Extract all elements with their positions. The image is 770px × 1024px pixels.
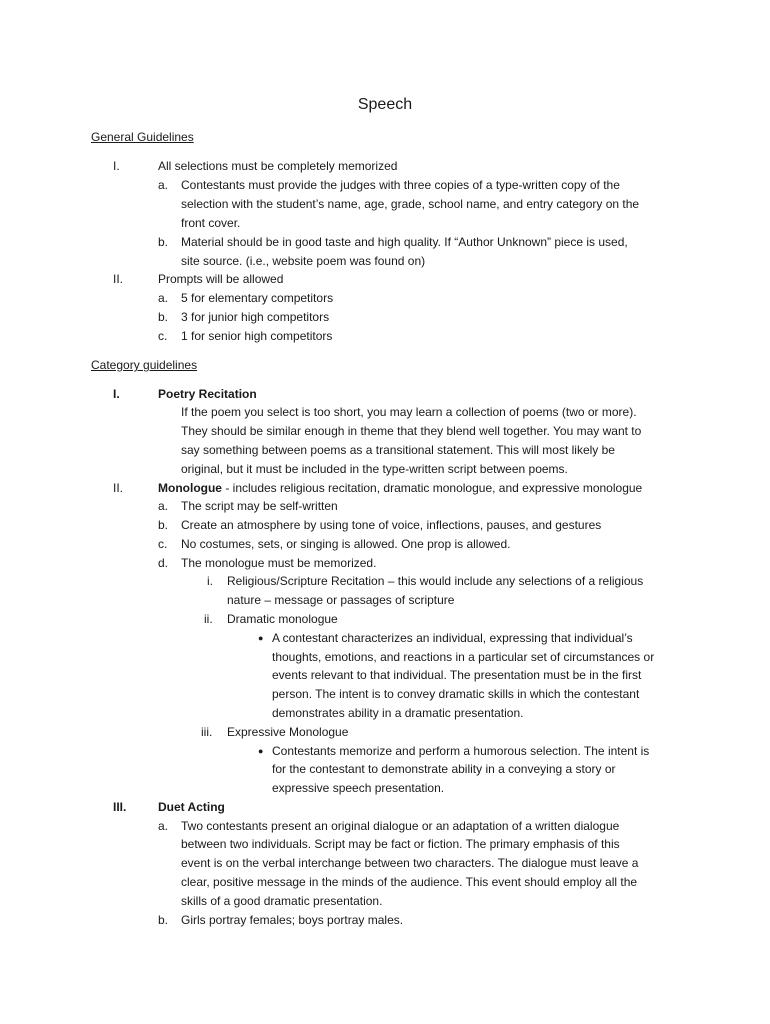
- monologue-item-d: The monologue must be memorized.: [181, 556, 377, 570]
- duet-a-line: Two contestants present an original dialogue or an adaptation of a written dialogue: [181, 819, 620, 833]
- bullet-icon: ●: [258, 633, 264, 643]
- poetry-line: original, but it must be included in the type-written script between poems.: [181, 462, 568, 476]
- poetry-numeral: I.: [113, 387, 120, 401]
- category-guidelines-heading: Category guidelines: [91, 358, 198, 372]
- roman-ii-line: Dramatic monologue: [227, 612, 338, 626]
- monologue-letter-d: d.: [158, 556, 169, 570]
- general-2b-line: 3 for junior high competitors: [181, 310, 330, 324]
- general-2-letter-b: b.: [158, 310, 169, 324]
- roman-numeral-ii: ii.: [204, 612, 213, 626]
- poetry-title: Poetry Recitation: [158, 387, 257, 401]
- general-1b-line: Material should be in good taste and high quality. If “Author Unknown” piece is used,: [181, 235, 628, 249]
- general-1-letter-b: b.: [158, 235, 169, 249]
- monologue-title: Monologue: [158, 481, 222, 495]
- duet-a-line: event is on the verbal interchange between two characters. The dialogue must leave a: [181, 856, 639, 870]
- monologue-item-b: Create an atmosphere by using tone of voice, inflections, pauses, and gestures: [181, 518, 602, 532]
- roman-numeral-i: i.: [207, 574, 213, 588]
- general-2c-line: 1 for senior high competitors: [181, 329, 333, 343]
- duet-a-line: clear, positive message in the minds of the audience. This event should employ all the: [181, 875, 638, 889]
- general-1-letter-a: a.: [158, 178, 169, 192]
- general-item-1: All selections must be completely memorized: [158, 159, 398, 173]
- roman-i-line: Religious/Scripture Recitation – this would include any selections of a religious: [227, 574, 644, 588]
- roman-iii-line: Expressive Monologue: [227, 725, 349, 739]
- roman-numeral-iii: iii.: [201, 725, 213, 739]
- expressive-bullet-line: expressive speech presentation.: [272, 781, 445, 795]
- bullet-icon: ●: [258, 746, 264, 756]
- duet-a-line: skills of a good dramatic presentation.: [181, 894, 383, 908]
- monologue-numeral: II.: [113, 481, 124, 495]
- page-title: Speech: [357, 96, 413, 113]
- monologue-letter-b: b.: [158, 518, 169, 532]
- general-2-letter-a: a.: [158, 291, 169, 305]
- general-numeral-2: II.: [113, 272, 124, 286]
- roman-i-line: nature – message or passages of scripture: [227, 593, 455, 607]
- poetry-line: They should be similar enough in theme that they blend well together. You may want to: [181, 424, 642, 438]
- dramatic-bullet-line: person. The intent is to convey dramatic skills in which the contestant: [272, 687, 640, 701]
- general-2-letter-c: c.: [158, 329, 168, 343]
- general-guidelines-heading: General Guidelines: [91, 130, 194, 144]
- general-2a-line: 5 for elementary competitors: [181, 291, 334, 305]
- monologue-description: - includes religious recitation, dramatic monologue, and expressive monologue: [221, 481, 643, 495]
- monologue-item-a: The script may be self-written: [181, 499, 338, 513]
- general-1b-line: site source. (i.e., website poem was found on): [181, 254, 426, 268]
- duet-numeral: III.: [113, 800, 127, 814]
- dramatic-bullet-line: thoughts, emotions, and reactions in a particular set of circumstances or: [272, 650, 655, 664]
- monologue-letter-c: c.: [158, 537, 168, 551]
- duet-letter-b: b.: [158, 913, 169, 927]
- duet-b-line: Girls portray females; boys portray males.: [181, 913, 404, 927]
- dramatic-bullet-line: demonstrates ability in a dramatic presentation.: [272, 706, 524, 720]
- monologue-letter-a: a.: [158, 499, 169, 513]
- poetry-line: say something between poems as a transitional statement. This will most likely be: [181, 443, 615, 457]
- duet-a-line: between two individuals. Script may be fact or fiction. The primary emphasis of this: [181, 837, 620, 851]
- dramatic-bullet-line: events relevant to that individual. The presentation must be in the first: [272, 668, 642, 682]
- general-1a-line: front cover.: [181, 216, 241, 230]
- general-numeral-1: I.: [113, 159, 120, 173]
- duet-letter-a: a.: [158, 819, 169, 833]
- general-1a-line: Contestants must provide the judges with three copies of a type-written copy of the: [181, 178, 620, 192]
- dramatic-bullet-line: A contestant characterizes an individual, expressing that individual’s: [272, 631, 633, 645]
- monologue-heading-line: [158, 479, 642, 497]
- expressive-bullet-line: Contestants memorize and perform a humorous selection. The intent is: [272, 744, 650, 758]
- monologue-item-c: No costumes, sets, or singing is allowed. One prop is allowed.: [181, 537, 511, 551]
- expressive-bullet-line: for the contestant to demonstrate ability in a conveying a story or: [272, 762, 616, 776]
- general-item-2: Prompts will be allowed: [158, 272, 284, 286]
- poetry-line: If the poem you select is too short, you may learn a collection of poems (two or more).: [181, 405, 637, 419]
- general-1a-line: selection with the student’s name, age, grade, school name, and entry category on the: [181, 197, 640, 211]
- duet-title: Duet Acting: [158, 800, 225, 814]
